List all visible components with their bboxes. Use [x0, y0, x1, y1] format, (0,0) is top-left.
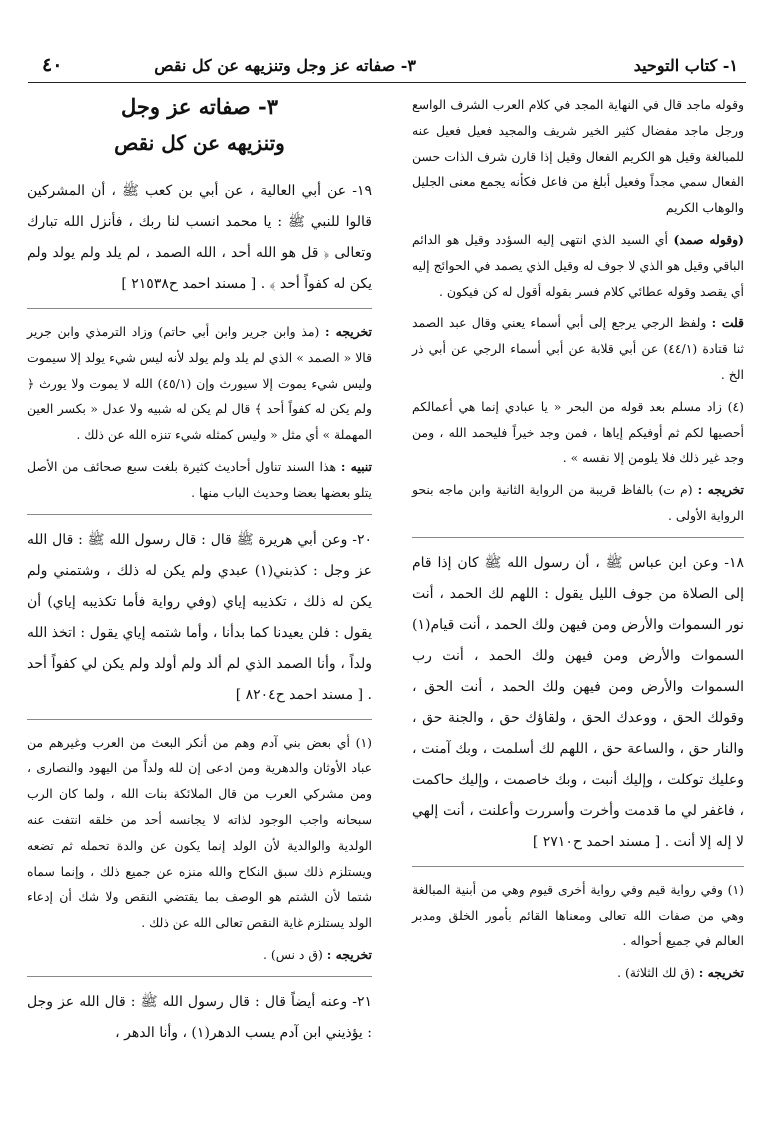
page-header — [28, 48, 746, 83]
inline-label: تخريجه : — [326, 946, 372, 962]
takhrij-paragraph — [412, 960, 744, 986]
book-section-title: ١- كتاب التوحيد — [633, 56, 738, 75]
footnote: (٤) زاد مسلم بعد قوله من البحر « يا عبادي إنما هي أعمالكم أحصيها لكم ثم أوفيكم إياها ، فمن وجد خيراً فليحمد الله ، ومن وجد غير ذلك فلا يلومن إلا نفسه » . — [412, 398, 744, 466]
inline-label: تنبيه : — [340, 458, 372, 474]
hadith-18: ١٨- وعن ابن عباس ﷺ ، أن رسول الله ﷺ كان إذا قام إلى الصلاة من جوف الليل يقول : اللهم لك الحمد ، أنت نور السموات والأرض ومن فيهن ولك الحمد ، أنت قيام(١) السموات والأرض ومن فيهن ولك الحمد ، أنت رب السموات والأرض ومن فيهن ولك الحمد ، أنت الحق ، وقولك الحق ، ووعدك الحق ، ولقاؤك حق ، والجنة حق ، والنار حق ، والساعة حق ، اللهم لك أسلمت ، وبك آمنت ، وعليك توكلت ، وإليك أنبت ، وبك خاصمت ، وإليك حاكمت ، فاغفر لي ما قدمت وأخرت وأسررت وأعلنت ، أنت إلهي لا إله إلا أنت . [ مسند احمد ح٢٧١٠ ] — [412, 554, 744, 850]
footnote-divider — [27, 719, 372, 720]
takhrij-paragraph — [27, 319, 372, 448]
takhrij-text: (مذ وابن جرير وابن أبي حاتم) وزاد الترمذي وابن جرير قالا « الصمد » الذي لم يلد ولم يولد لأنه ليس شيء يولد إلا سيموت وليس شيء يموت إلا سيورث وإن (٤٥/١) الله لا يموت ولا يورث ﴿ ولم يكن له كفواً أحد ﴾ قال لم يكن له شبيه ولا عدل « بكسر العين المهملة » أي مثل « وليس كمثله شيء تنزه الله عن ذلك . — [27, 324, 372, 443]
chapter-subtitle: وتنزيهه عن كل نقص — [114, 131, 285, 155]
section-divider — [27, 514, 372, 515]
note-paragraph: وقوله ماجد قال في النهاية المجد في كلام العرب الشرف الواسع ورجل ماجد مفضال كثير الخير شريف والمجيد فعيل فعيل عنه للمبالغة وقيل هو الكريم الفعال وقيل إذا قارن شرف الذات حسن الفعال سمي مجداً وفعيل أبلغ من فاعل فكأنه يجمع معنى الجليل والوهاب الكريم — [412, 97, 744, 216]
inline-label: تخريجه : — [325, 324, 373, 339]
inline-label: تخريجه : — [698, 965, 744, 981]
chapter-running-title: ٣- صفاته عز وجل وتنزيهه عن كل نقص — [154, 56, 416, 75]
inline-label: قلت : — [711, 315, 744, 331]
hadith-19: ١٩- عن أبي العالية ، عن أبي بن كعب ﷺ ، أن المشركين قالوا للنبي ﷺ : يا محمد انسب لنا ربك ، فأنزل الله تبارك وتعالى ﴿ قل هو الله أحد ، الله الصمد ، لم يلد ولم يولد ولم يكن له كفواً أحد ﴾ . [ مسند احمد ح٢١٥٣٨ ] — [27, 183, 372, 292]
left-column — [27, 92, 372, 1053]
inline-label: تخريجه : — [697, 482, 745, 498]
note-text: أي السيد الذي انتهى إليه السؤدد وقيل هو الدائم الباقي وقيل هو الذي لا جوف له وقيل الذي يصمد في الحوائج إليه أي يقصد وقوله عطائي كلام فسر بقوله أقول له كن فيكون . — [412, 231, 744, 299]
footnote-divider — [412, 866, 744, 867]
section-divider — [412, 537, 744, 538]
takhrij-text: (ق لك الثلاثة) . — [617, 965, 699, 981]
footnote: (١) وفي رواية قيم وفي رواية أخرى قيوم وهي من أبنية المبالغة وهي من صفات الله تعالى ومعناها القائم بأمور الخلق ومدبر العالم في جميع أحواله . — [412, 881, 744, 949]
section-divider — [27, 976, 372, 977]
takhrij-paragraph — [27, 942, 372, 968]
note-paragraph — [412, 227, 744, 304]
page-number: ٤٠ — [42, 54, 63, 76]
note-paragraph — [412, 310, 744, 387]
right-column — [412, 92, 744, 990]
tanbih-paragraph — [27, 454, 372, 506]
hadith-20: ٢٠- وعن أبي هريرة ﷺ قال : قال رسول الله ﷺ : قال الله عز وجل : كذبني(١) عبدي ولم يكن له ذلك ، وشتمني ولم يكن له ذلك ، تكذيبه إياي (وفي رواية فأما تكذيبه إياي) أن يقول : فلن يعيدنا كما بدأنا ، وأما شتمه إياي يقول : اتخذ الله ولداً ، وأنا الصمد الذي لم ألد ولم أولد ولم يكن لي كفواً أحد . [ مسند احمد ح٨٢٠٤ ] — [27, 531, 372, 703]
tanbih-text: هذا السند تناول أحاديث كثيرة بلغت سبع صحائف من الأصل يتلو بعضها بعضا وحديث الباب منها . — [27, 458, 372, 500]
chapter-title: ٣- صفاته عز وجل — [120, 94, 279, 119]
takhrij-text: (م ت) بالفاظ قريبة من الرواية الثانية وابن ماجه بنحو الرواية الأولى . — [412, 482, 744, 523]
hadith-21: ٢١- وعنه أيضاً قال : قال رسول الله ﷺ : قال الله عز وجل : يؤذيني ابن آدم يسب الدهر(١) ، وأنا الدهر ، — [27, 993, 372, 1041]
footnote-divider — [27, 308, 372, 309]
takhrij-text: (ق د نس) . — [262, 946, 327, 962]
footnote: (١) أي بعض بني آدم وهم من أنكر البعث من العرب وغيرهم من عباد الأوثان والدهرية ومن ادعى إن لله ولداً من اليهود والنصارى ، ومن مشركي العرب من قال الملائكة بنات الله ، ولما كان الرب سبحانه واجب الوجود لذاته لا يجانسه أحد من خلقه انتفت عنه الولدية والوالدية لأن الولد إنما يكون عن والدة تحمله ثم تضعه ويستلزم ذلك سبق النكاح والله منزه عن جميع ذلك ، وإنما سماه شتما لأن الشتم هو الوصف بما يقتضي النقص ولا شك أن إدعاء الولد يستلزم غاية النقص تعالى الله عن ذلك . — [27, 734, 372, 931]
note-text: ولفظ الرجي يرجع إلى أبي أسماء يعني وقال عبد الصمد ثنا قتادة (٤٤/١) عن أبي قلابة عن أبي أسماء الرجي عن أبي ذر الخ . — [412, 315, 744, 382]
takhrij-paragraph — [412, 477, 744, 529]
inline-label: (وقوله صمد) — [673, 231, 744, 247]
